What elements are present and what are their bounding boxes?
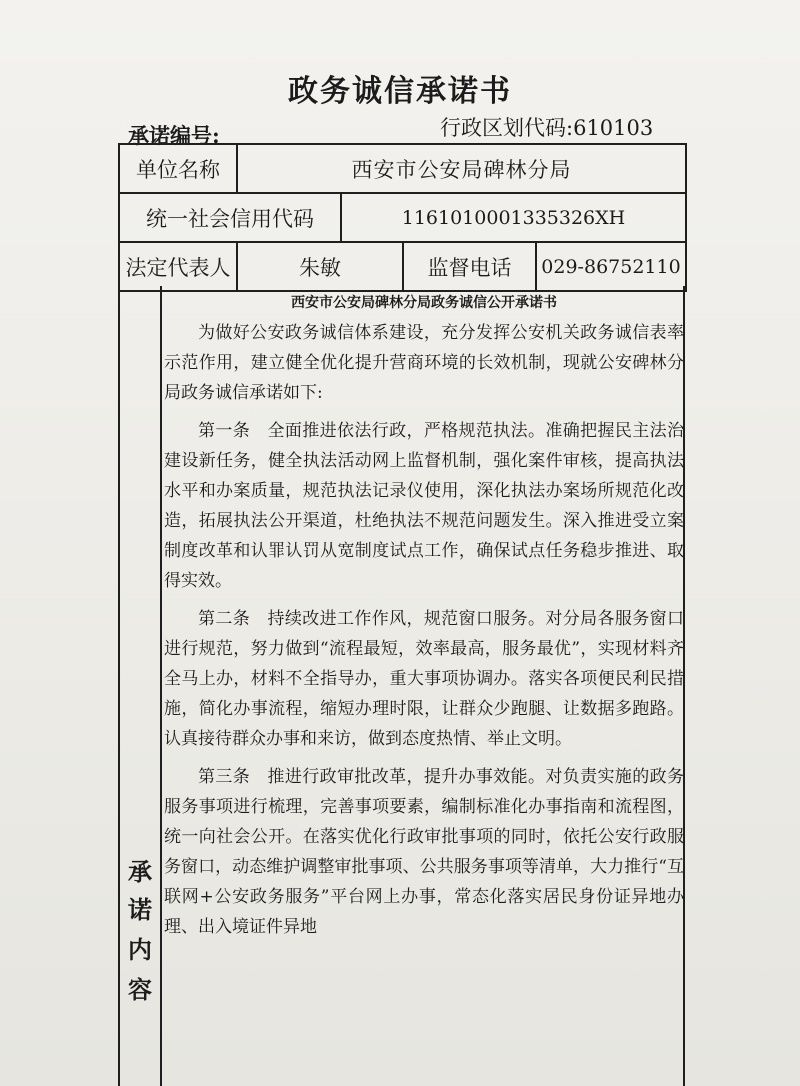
legal-rep-label: 法定代表人	[119, 242, 237, 291]
region-code-label: 行政区划代码:	[440, 116, 574, 140]
side-label-char: 内	[128, 935, 152, 964]
paragraph-article-3: 第三条 推进行政审批改革，提升办事效能。对负责实施的政务服务事项进行梳理，完善事项要素，编制标准化办事指南和流程图，统一向社会公开。在落实优化行政审批事项的同时，依托公安行政服务窗口，动态维护调整审批事项、公共服务事项等清单，大力推行“互联网+公安政务服务”平台网上办事，常态化落实居民身份证异地办理、出入境证件异地	[164, 767, 684, 937]
table-row	[119, 193, 686, 242]
table-row	[119, 144, 686, 193]
credit-code-label: 统一社会信用代码	[119, 193, 341, 242]
paragraph-article-2: 第二条 持续改进工作作风，规范窗口服务。对分局各服务窗口进行规范，努力做到“流程最短，效率最高，服务最优”，实现材料齐全马上办，材料不全指导办，重大事项协调办。落实各项便民利民措施，简化办事流程，缩短办理时限，让群众少跑腿、让数据多跑路。认真接待群众办事和来访，做到态度热情、举止文明。	[164, 609, 684, 749]
unit-name-label: 单位名称	[119, 144, 237, 193]
commitment-body	[164, 286, 684, 942]
region-code	[440, 112, 653, 142]
commitment-content-label	[120, 286, 162, 1086]
region-code-value: 610103	[573, 116, 654, 140]
side-label-char: 容	[128, 975, 152, 1004]
credit-code-value: 11610100013353​26XH	[341, 193, 686, 242]
side-label-char: 承	[128, 857, 152, 886]
commitment-number-label: 承诺编号:	[128, 123, 220, 148]
phone-label: 监督电话	[403, 242, 536, 291]
info-table	[118, 143, 687, 292]
legal-rep-value: 朱敏	[237, 242, 403, 291]
paragraph-article-1: 第一条 全面推进依法行政，严格规范执法。准确把握民主法治建设新任务，健全执法活动网上监督机制，强化案件审核，提高执法水平和办案质量，规范执法记录仪使用，深化执法办案场所规范化改造，拓展执法公开渠道，杜绝执法不规范问题发生。深入推进受立案制度改革和认罪认罚从宽制度试点工作，确保试点任务稳步推进、取得实效。	[164, 421, 684, 591]
paragraph-intro: 为做好公安政务诚信体系建设，充分发挥公安机关政务诚信表率示范作用，建立健全优化提升营商环境的长效机制，现就公安碑林分局政务诚信承诺如下:	[164, 323, 684, 403]
side-label-char: 诺	[128, 895, 152, 924]
commitment-doc-title: 西安市公安局碑林分局政务诚信公开承诺书	[291, 295, 557, 311]
phone-value: 029-86752110	[536, 242, 686, 291]
table-row	[119, 242, 686, 291]
document-title: 政务诚信承诺书	[288, 74, 512, 109]
unit-name-value: 西安市公安局碑林分局	[237, 144, 686, 193]
